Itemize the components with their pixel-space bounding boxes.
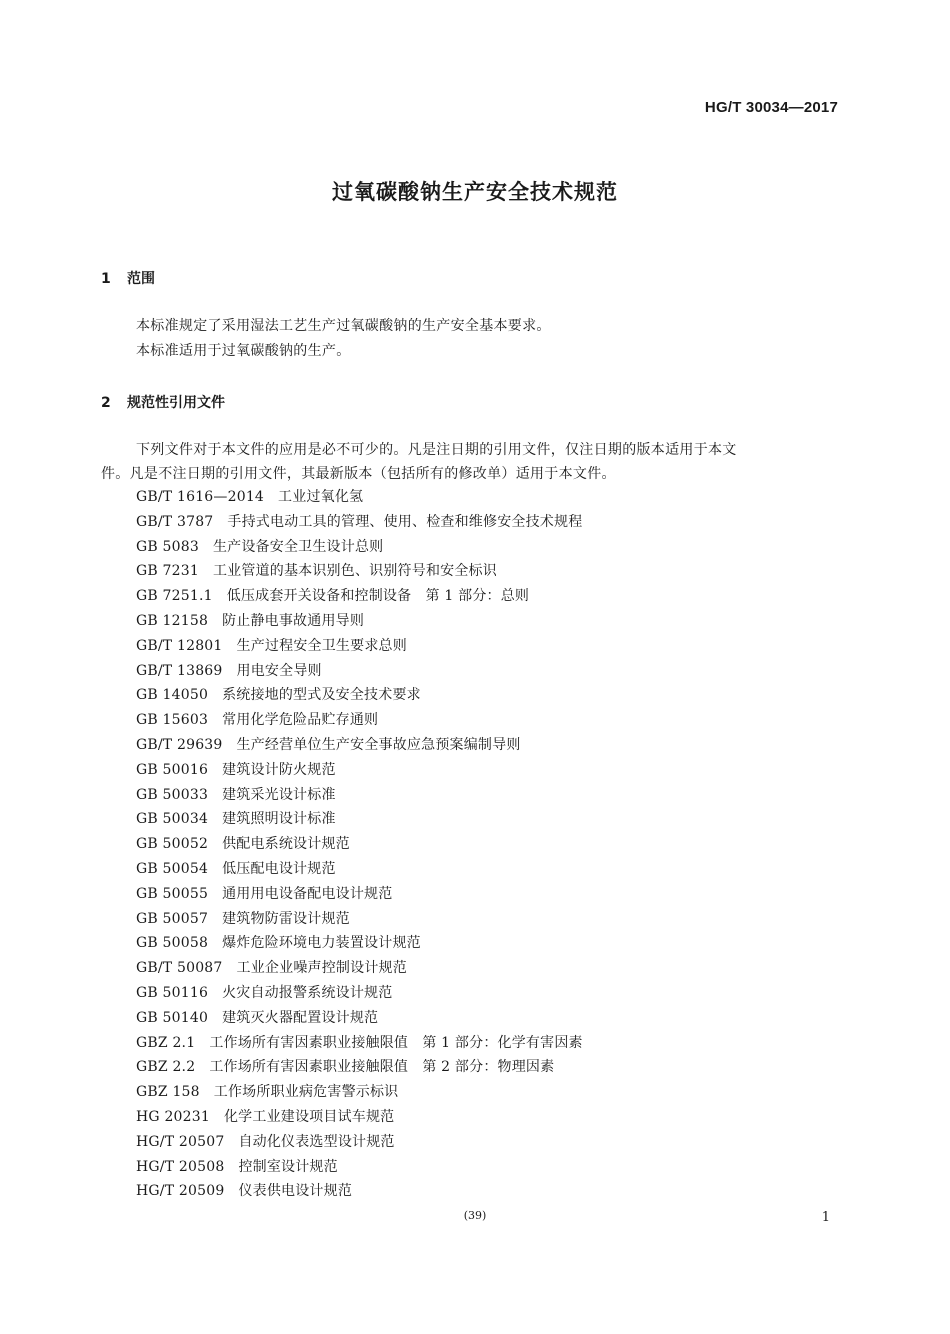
reference-item <box>136 981 583 1006</box>
reference-item <box>136 758 583 783</box>
reference-name: 供配电系统设计规范 <box>222 836 350 853</box>
reference-code: GB 50116 <box>136 984 209 1001</box>
reference-code: HG/T 20508 <box>136 1158 225 1175</box>
reference-code: GB 50058 <box>136 935 209 952</box>
reference-list <box>136 485 583 1204</box>
reference-name: 生产设备安全卫生设计总则 <box>212 538 384 555</box>
reference-code: GB 50033 <box>136 786 209 803</box>
reference-item <box>136 708 583 733</box>
reference-name: 工业过氧化氢 <box>278 489 364 505</box>
reference-item <box>136 1031 583 1056</box>
reference-item <box>136 807 583 832</box>
reference-item <box>136 783 583 808</box>
reference-code: HG 20231 <box>136 1108 210 1125</box>
reference-name: 手持式电动工具的管理、使用、检查和维修安全技术规程 <box>227 513 583 530</box>
reference-name: 生产过程安全卫生要求总则 <box>236 637 407 654</box>
reference-code: GB 50054 <box>136 860 209 877</box>
reference-name: 建筑物防雷设计规范 <box>222 910 350 927</box>
reference-code: GB 12158 <box>136 612 209 629</box>
reference-code: GB 50055 <box>136 885 209 902</box>
reference-item <box>136 1055 583 1080</box>
reference-item <box>136 609 583 634</box>
reference-code: GB 14050 <box>136 687 209 704</box>
reference-code: GB 50057 <box>136 910 209 927</box>
reference-item <box>136 956 583 981</box>
reference-item <box>136 1006 583 1031</box>
reference-name: 工作场所有害因素职业接触限值 第 2 部分：物理因素 <box>209 1059 555 1076</box>
reference-item <box>136 1130 583 1155</box>
section-title: 规范性引用文件 <box>127 395 225 411</box>
reference-code: GB 7231 <box>136 563 199 580</box>
reference-name: 建筑采光设计标准 <box>222 786 336 803</box>
reference-item <box>136 1105 583 1130</box>
reference-code: GBZ 2.2 <box>136 1059 196 1076</box>
reference-item <box>136 659 583 684</box>
section-number: 1 <box>101 271 111 287</box>
reference-name: 系统接地的型式及安全技术要求 <box>222 687 421 704</box>
footer-page-number: (39) <box>463 1209 487 1222</box>
reference-item <box>136 733 583 758</box>
reference-item <box>136 1080 583 1105</box>
reference-code: GB 5083 <box>136 538 199 555</box>
reference-code: HG/T 20507 <box>136 1133 225 1150</box>
reference-code: GBZ 2.1 <box>136 1034 196 1051</box>
reference-name: 建筑灭火器配置设计规范 <box>222 1009 379 1026</box>
reference-item <box>136 832 583 857</box>
reference-item <box>136 535 583 560</box>
reference-code: GBZ 158 <box>136 1084 200 1101</box>
reference-code: GB 15603 <box>136 712 209 729</box>
reference-name: 工作场所有害因素职业接触限值 第 1 部分：化学有害因素 <box>209 1034 583 1051</box>
section-1-heading <box>101 268 155 288</box>
reference-name: 用电安全导则 <box>236 662 322 679</box>
reference-code: GB/T 12801 <box>136 637 223 654</box>
reference-code: HG/T 20509 <box>136 1183 225 1200</box>
section-title: 范围 <box>127 271 155 287</box>
reference-item <box>136 485 583 510</box>
reference-item <box>136 683 583 708</box>
reference-code: GB/T 50087 <box>136 960 223 977</box>
reference-code: GB 50140 <box>136 1009 209 1026</box>
reference-code: GB 7251.1 <box>136 588 213 605</box>
reference-code: GB/T 3787 <box>136 513 214 530</box>
reference-code: GB/T 13869 <box>136 662 223 679</box>
reference-name: 低压成套开关设备和控制设备 第 1 部分：总则 <box>226 588 530 605</box>
reference-name: 自动化仪表选型设计规范 <box>238 1133 395 1150</box>
reference-item <box>136 559 583 584</box>
reference-name: 生产经营单位生产安全事故应急预案编制导则 <box>236 736 521 753</box>
reference-name: 火灾自动报警系统设计规范 <box>222 984 393 1001</box>
reference-item <box>136 634 583 659</box>
reference-code: GB/T 29639 <box>136 736 223 753</box>
section-2-intro-line-1: 下列文件对于本文件的应用是必不可少的。凡是注日期的引用文件，仅注日期的版本适用于本文 <box>136 442 737 458</box>
reference-name: 低压配电设计规范 <box>222 860 336 877</box>
reference-item <box>136 857 583 882</box>
reference-code: GB/T 1616—2014 <box>136 489 265 505</box>
reference-name: 工业企业噪声控制设计规范 <box>236 960 407 977</box>
standard-code: HG/T 30034—2017 <box>704 99 838 116</box>
reference-item <box>136 907 583 932</box>
section-2-intro-line-2: 件。凡是不注日期的引用文件，其最新版本（包括所有的修改单）适用于本文件。 <box>101 466 616 482</box>
reference-item <box>136 882 583 907</box>
reference-name: 防止静电事故通用导则 <box>222 612 365 629</box>
reference-item <box>136 584 583 609</box>
reference-name: 工业管道的基本识别色、识别符号和安全标识 <box>212 563 497 580</box>
reference-code: GB 50052 <box>136 836 209 853</box>
reference-code: GB 50034 <box>136 811 209 828</box>
reference-name: 仪表供电设计规范 <box>238 1183 353 1200</box>
document-title: 过氧碳酸钠生产安全技术规范 <box>332 180 618 204</box>
section-2-heading <box>101 392 225 412</box>
reference-name: 化学工业建设项目试车规范 <box>223 1108 395 1125</box>
section-1-paragraph: 本标准规定了采用湿法工艺生产过氧碳酸钠的生产安全基本要求。 <box>136 318 551 334</box>
reference-item <box>136 1179 583 1204</box>
reference-name: 建筑设计防火规范 <box>222 761 336 778</box>
reference-item <box>136 510 583 535</box>
section-number: 2 <box>101 395 111 411</box>
reference-item <box>136 1155 583 1180</box>
reference-code: GB 50016 <box>136 761 209 778</box>
reference-item <box>136 931 583 956</box>
reference-name: 工作场所职业病危害警示标识 <box>213 1084 399 1101</box>
reference-name: 建筑照明设计标准 <box>222 811 336 828</box>
reference-name: 爆炸危险环境电力装置设计规范 <box>222 935 421 952</box>
reference-name: 常用化学危险品贮存通则 <box>222 712 379 729</box>
section-1-paragraph: 本标准适用于过氧碳酸钠的生产。 <box>136 343 351 359</box>
reference-name: 控制室设计规范 <box>238 1158 338 1175</box>
reference-name: 通用用电设备配电设计规范 <box>222 885 393 902</box>
footer-sheet-number: 1 <box>821 1210 830 1225</box>
